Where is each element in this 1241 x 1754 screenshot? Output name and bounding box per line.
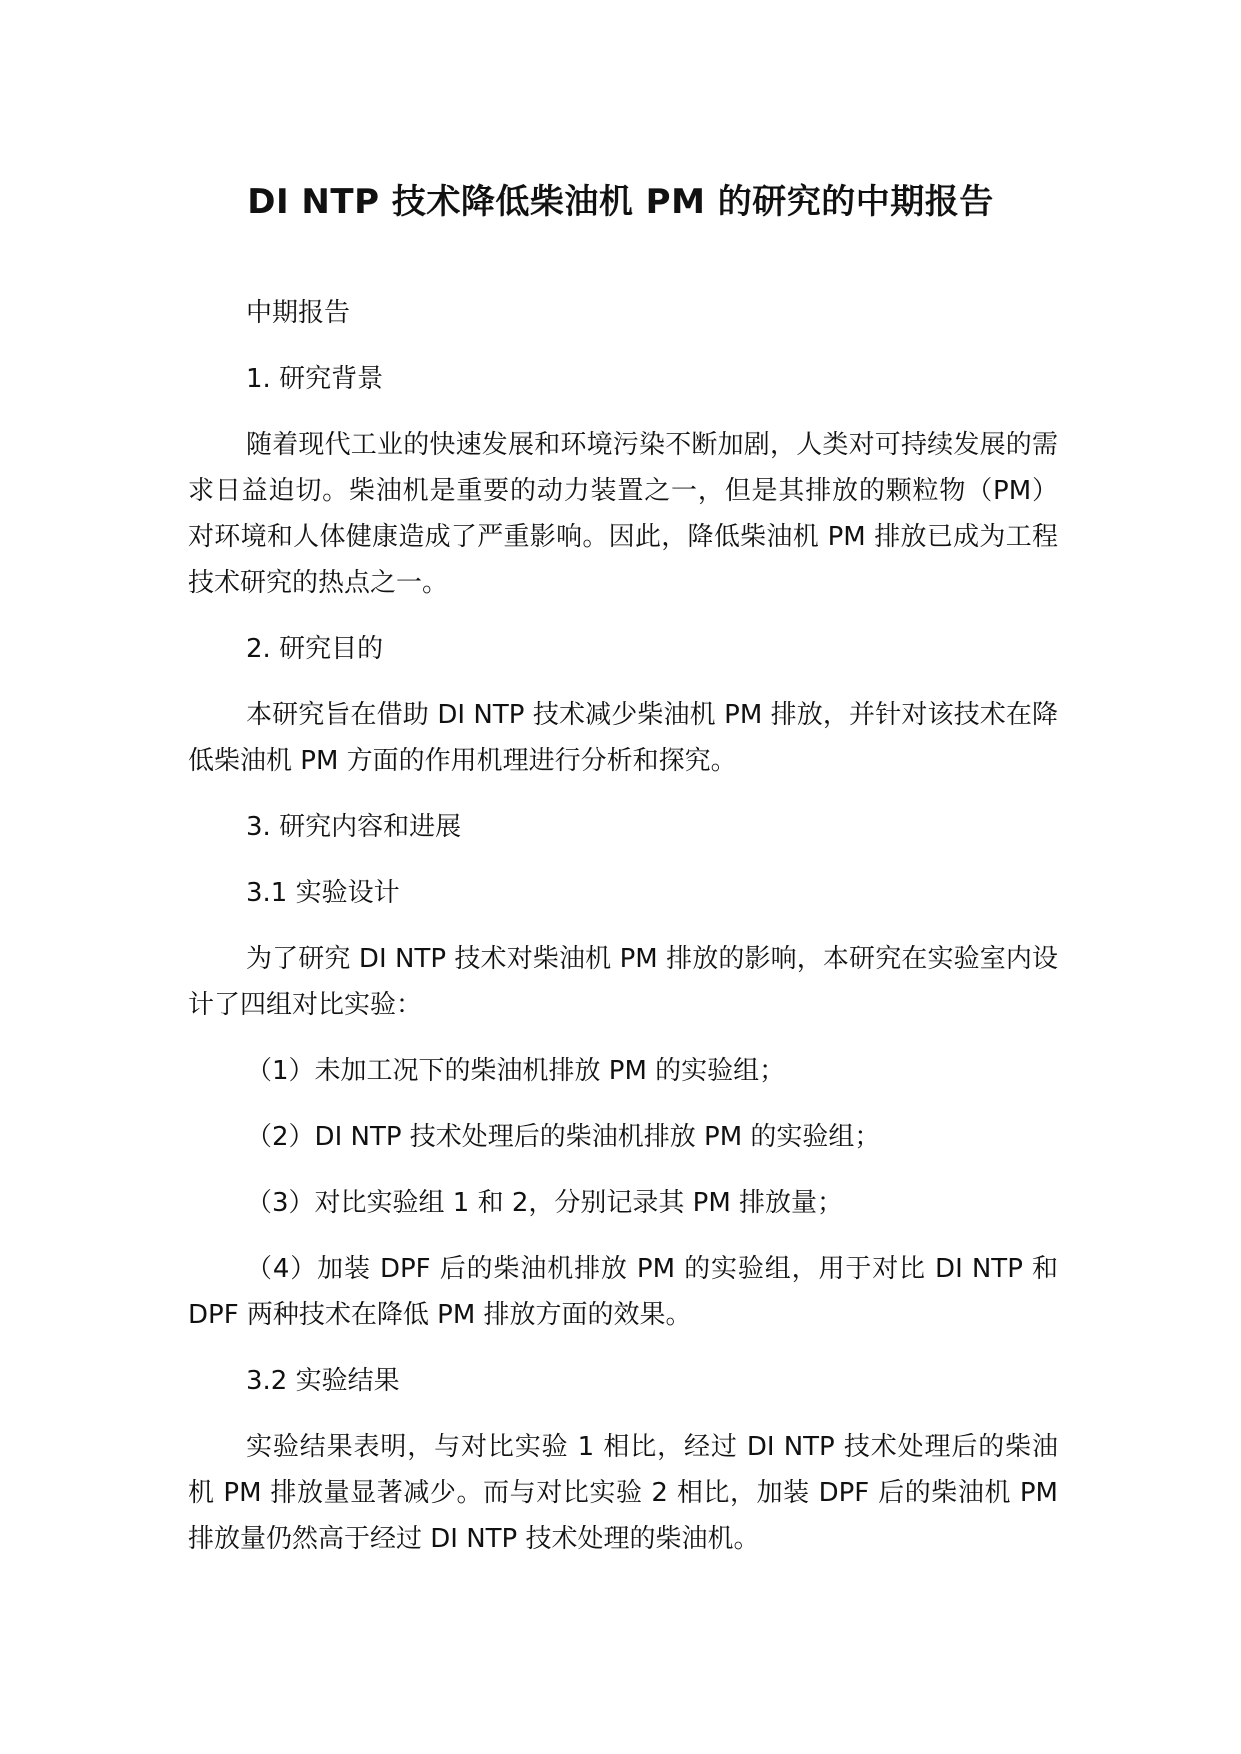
list-item-experiment-4: （4）加装 DPF 后的柴油机排放 PM 的实验组，用于对比 DI NTP 和 DPF 两种技术在降低 PM 排放方面的效果。 bbox=[188, 1254, 1058, 1330]
paragraph-experiment-design: 为了研究 DI NTP 技术对柴油机 PM 排放的影响，本研究在实验室内设计了四组对比实验： bbox=[188, 944, 1058, 1020]
subsection-heading-experiment-design: 3.1 实验设计 bbox=[246, 878, 400, 908]
paragraph-purpose: 本研究旨在借助 DI NTP 技术减少柴油机 PM 排放，并针对该技术在降低柴油机 PM 方面的作用机理进行分析和探究。 bbox=[188, 700, 1058, 776]
subsection-heading-results: 3.2 实验结果 bbox=[246, 1366, 400, 1396]
paragraph-results: 实验结果表明，与对比实验 1 相比，经过 DI NTP 技术处理后的柴油机 PM 排放量显著减少。而与对比实验 2 相比，加装 DPF 后的柴油机 PM 排放量仍然高于经过 DI NTP 技术处理的柴油机。 bbox=[188, 1432, 1058, 1554]
list-item-experiment-1: （1）未加工况下的柴油机排放 PM 的实验组； bbox=[246, 1056, 786, 1086]
document-body bbox=[188, 290, 1058, 1582]
paragraph-background: 随着现代工业的快速发展和环境污染不断加剧，人类对可持续发展的需求日益迫切。柴油机是重要的动力装置之一，但是其排放的颗粒物（PM）对环境和人体健康造成了严重影响。因此，降低柴油机 PM 排放已成为工程技术研究的热点之一。 bbox=[188, 430, 1058, 598]
list-item-experiment-2: （2）DI NTP 技术处理后的柴油机排放 PM 的实验组； bbox=[246, 1122, 881, 1152]
section-heading-background: 1. 研究背景 bbox=[246, 364, 384, 394]
section-heading-purpose: 2. 研究目的 bbox=[246, 634, 384, 664]
list-item-experiment-3: （3）对比实验组 1 和 2，分别记录其 PM 排放量； bbox=[246, 1188, 844, 1218]
section-heading-content-progress: 3. 研究内容和进展 bbox=[246, 812, 462, 842]
section-heading-interim-report: 中期报告 bbox=[246, 298, 351, 328]
document-title: DI NTP 技术降低柴油机 PM 的研究的中期报告 bbox=[247, 182, 994, 222]
